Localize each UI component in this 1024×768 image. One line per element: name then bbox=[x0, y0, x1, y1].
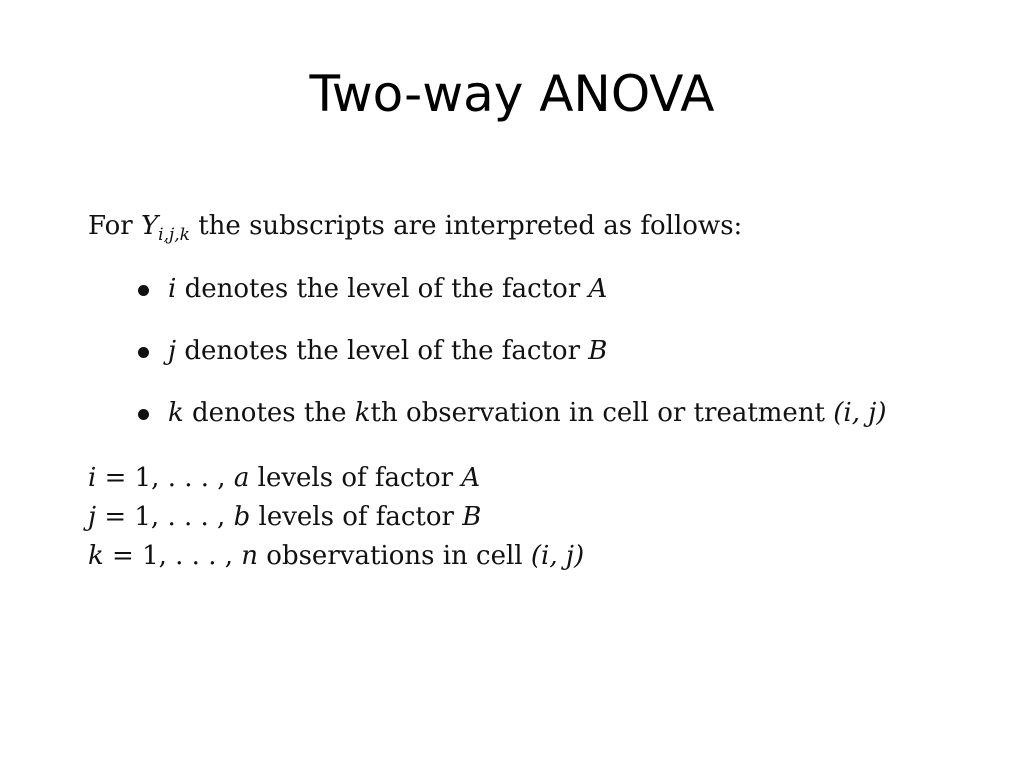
bullet-symbol: j bbox=[168, 336, 177, 366]
bullet-dot-icon bbox=[138, 285, 149, 296]
ranges-block bbox=[88, 459, 988, 576]
range-upper: n bbox=[241, 541, 259, 571]
bullet-dot-icon bbox=[138, 347, 149, 358]
bullet-list bbox=[88, 269, 988, 455]
bullet-cell: (i, j) bbox=[833, 398, 887, 428]
range-line-j bbox=[88, 498, 988, 537]
bullet-text: denotes the level of the factor bbox=[184, 274, 581, 304]
bullet-target: A bbox=[588, 274, 608, 304]
range-variable: k bbox=[88, 541, 104, 571]
range-variable: i bbox=[88, 463, 97, 493]
intro-prefix: For bbox=[88, 211, 133, 241]
range-equals: = 1, . . . , bbox=[112, 541, 234, 571]
range-upper: b bbox=[233, 502, 251, 532]
slide-title: Two-way ANOVA bbox=[309, 65, 715, 123]
bullet-text: denotes the level of the factor bbox=[184, 336, 581, 366]
intro-variable: Y bbox=[140, 211, 159, 241]
bullet-item-i bbox=[138, 269, 988, 331]
bullet-kth-suffix: th observation in cell or treatment bbox=[370, 398, 826, 428]
range-line-k bbox=[88, 537, 988, 576]
range-text: observations in cell bbox=[266, 541, 523, 571]
bullet-item-j bbox=[138, 331, 988, 393]
intro-subscript: i,j,k bbox=[158, 225, 190, 245]
bullet-target: B bbox=[588, 336, 608, 366]
bullet-text: denotes the bbox=[192, 398, 347, 428]
slide-body bbox=[88, 204, 988, 576]
range-upper: a bbox=[233, 463, 250, 493]
range-text: levels of factor bbox=[257, 463, 454, 493]
bullet-kth-variable: k bbox=[354, 398, 371, 428]
range-text: levels of factor bbox=[258, 502, 454, 532]
range-variable: j bbox=[88, 502, 97, 532]
range-equals: = 1, . . . , bbox=[104, 502, 226, 532]
range-equals: = 1, . . . , bbox=[104, 463, 226, 493]
intro-suffix: the subscripts are interpreted as follows: bbox=[198, 211, 743, 241]
bullet-item-k bbox=[138, 393, 988, 455]
range-factor: B bbox=[462, 502, 482, 532]
range-line-i bbox=[88, 459, 988, 498]
bullet-symbol: i bbox=[168, 274, 177, 304]
intro-line bbox=[88, 204, 988, 257]
range-factor: (i, j) bbox=[530, 541, 585, 571]
bullet-symbol: k bbox=[168, 398, 184, 428]
bullet-dot-icon bbox=[138, 409, 149, 420]
range-factor: A bbox=[461, 463, 481, 493]
